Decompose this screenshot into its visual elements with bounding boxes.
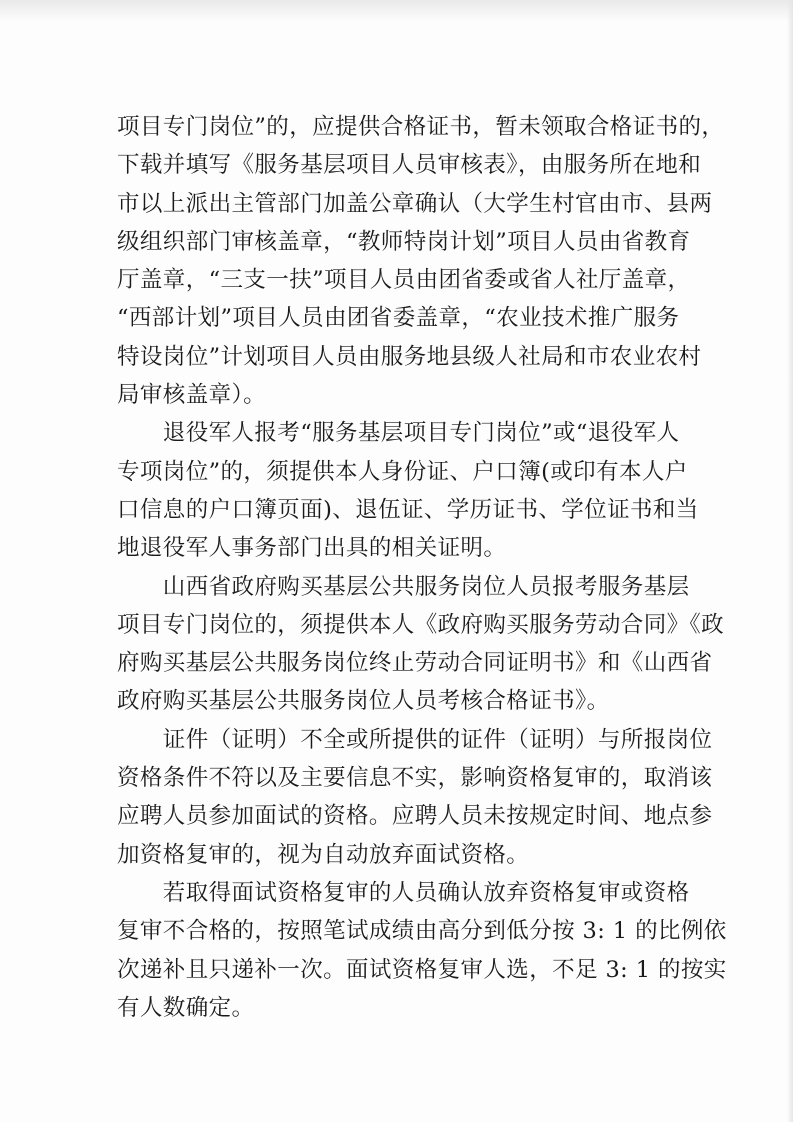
text-line: 若取得面试资格复审的人员确认放弃资格复审或资格	[117, 879, 690, 906]
text-line: 专项岗位”的，须提供本人身份证、户口簿(或印有本人户	[117, 458, 688, 485]
text-line: 山西省政府购买基层公共服务岗位人员报考服务基层	[117, 573, 690, 600]
text-line: 局审核盖章）。	[117, 382, 267, 409]
text-line: 项目专门岗位的，须提供本人《政府购买服务劳动合同》《政	[117, 611, 725, 638]
text-line: “西部计划”项目人员由团省委盖章，“农业技术推广服务	[117, 305, 680, 332]
document-body	[117, 108, 727, 1027]
text-line: 厅盖章，“三支一扶”项目人员由团省委或省人社厅盖章，	[117, 267, 691, 294]
text-line: 级组织部门审核盖章，“教师特岗计划”项目人员由省教育	[117, 228, 691, 255]
text-line: 资格条件不符以及主要信息不实，影响资格复审的，取消该	[117, 765, 713, 792]
scan-edge-shadow	[0, 0, 793, 22]
text-line: 地退役军人事务部门出具的相关证明。	[117, 535, 507, 562]
text-line: 应聘人员参加面试的资格。应聘人员未按规定时间、地点参	[117, 803, 713, 830]
text-line: 政府购买基层公共服务岗位人员考核合格证书》。	[117, 688, 610, 715]
text-line: 市以上派出主管部门加盖公章确认（大学生村官由市、县两	[117, 190, 713, 217]
text-line: 证件（证明）不全或所提供的证件（证明）与所报岗位	[117, 726, 713, 753]
text-line: 特设岗位”计划项目人员由服务地县级人社局和市农业农村	[117, 343, 702, 370]
text-line: 有人数确定。	[117, 994, 255, 1021]
text-line: 次递补且只递补一次。面试资格复审人选，不足 3: 1 的按实	[117, 956, 727, 983]
scan-edge-shadow	[787, 0, 793, 1122]
text-line: 加资格复审的，视为自动放弃面试资格。	[117, 841, 530, 868]
text-line: 复审不合格的，按照笔试成绩由高分到低分按 3: 1 的比例依	[117, 918, 727, 945]
text-line: 下载并填写《服务基层项目人员审核表》，由服务所在地和	[117, 152, 702, 179]
text-line: 府购买基层公共服务岗位终止劳动合同证明书》和《山西省	[117, 650, 713, 677]
text-line: 口信息的户口簿页面)、退伍证、学历证书、学位证书和当	[117, 496, 699, 523]
text-line: 项目专门岗位”的，应提供合格证书，暂未领取合格证书的，	[117, 114, 725, 140]
text-line: 退役军人报考“服务基层项目专门岗位”或“退役军人	[117, 420, 680, 447]
